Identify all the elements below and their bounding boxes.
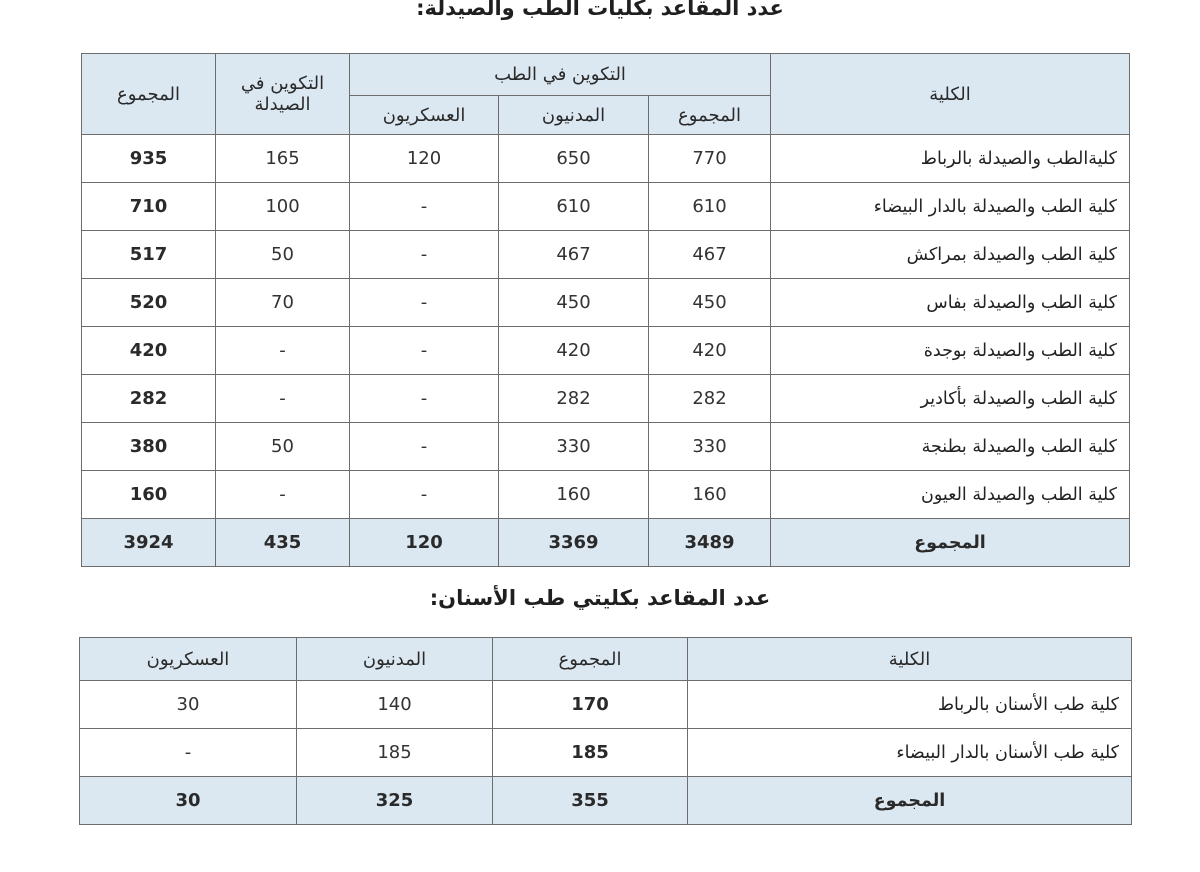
header-faculty: الكلية (688, 638, 1132, 681)
cell-pharmacy: 435 (216, 519, 350, 567)
header-civilians: المدنيون (499, 96, 649, 135)
cell-faculty: كلية الطب والصيدلة بأكادير (771, 375, 1130, 423)
cell-med-total: 420 (649, 327, 771, 375)
cell-med-total: 450 (649, 279, 771, 327)
table-row (82, 279, 1130, 327)
cell-military: 120 (350, 135, 499, 183)
dentistry-table-title: عدد المقاعد بكليتي طب الأسنان: (429, 586, 771, 610)
cell-military: - (350, 327, 499, 375)
cell-civilians: 140 (297, 681, 493, 729)
cell-total: 185 (493, 729, 688, 777)
header-faculty: الكلية (771, 54, 1130, 135)
table-row (82, 375, 1130, 423)
cell-pharmacy: 50 (216, 231, 350, 279)
table-row (80, 681, 1132, 729)
cell-civilians: 650 (499, 135, 649, 183)
cell-faculty: كلية الطب والصيدلة بطنجة (771, 423, 1130, 471)
cell-med-total: 610 (649, 183, 771, 231)
cell-med-total: 282 (649, 375, 771, 423)
cell-civilians: 185 (297, 729, 493, 777)
dentistry-seats-table (79, 637, 1132, 825)
cell-pharmacy: 50 (216, 423, 350, 471)
cell-total: 420 (82, 327, 216, 375)
cell-military: - (350, 423, 499, 471)
cell-military: - (350, 375, 499, 423)
cell-total: 160 (82, 471, 216, 519)
cell-med-total: 770 (649, 135, 771, 183)
cell-military: - (80, 729, 297, 777)
header-medicine-training: التكوين في الطب (350, 54, 771, 96)
table-row (82, 135, 1130, 183)
cell-civilians: 467 (499, 231, 649, 279)
cell-military: 30 (80, 777, 297, 825)
cell-civilians: 610 (499, 183, 649, 231)
header-medicine-total: المجموع (649, 96, 771, 135)
table-row (82, 231, 1130, 279)
cell-total: 170 (493, 681, 688, 729)
table-row (82, 471, 1130, 519)
cell-military: - (350, 183, 499, 231)
header-military: العسكريون (80, 638, 297, 681)
cell-faculty: كلية طب الأسنان بالرباط (688, 681, 1132, 729)
header-civilians: المدنيون (297, 638, 493, 681)
cell-civilians: 160 (499, 471, 649, 519)
cell-civilians: 420 (499, 327, 649, 375)
cell-military: 120 (350, 519, 499, 567)
cell-total: 355 (493, 777, 688, 825)
cell-total: 3924 (82, 519, 216, 567)
cell-faculty: كلية الطب والصيدلة بفاس (771, 279, 1130, 327)
cell-med-total: 330 (649, 423, 771, 471)
cell-faculty: كلية الطب والصيدلة بوجدة (771, 327, 1130, 375)
sum-row (82, 519, 1130, 567)
cell-total: 710 (82, 183, 216, 231)
dentistry-table-body (80, 681, 1132, 825)
cell-civilians: 330 (499, 423, 649, 471)
table-row (82, 423, 1130, 471)
cell-pharmacy: 100 (216, 183, 350, 231)
cell-total: 935 (82, 135, 216, 183)
header-pharmacy-training: التكوين في الصيدلة (216, 54, 350, 135)
cell-faculty: كليةالطب والصيدلة بالرباط (771, 135, 1130, 183)
cell-faculty: كلية طب الأسنان بالدار البيضاء (688, 729, 1132, 777)
cell-pharmacy: 165 (216, 135, 350, 183)
cell-faculty: المجموع (688, 777, 1132, 825)
medicine-table-body (82, 135, 1130, 567)
cell-med-total: 467 (649, 231, 771, 279)
table-row (80, 729, 1132, 777)
cell-pharmacy: - (216, 327, 350, 375)
sum-row (80, 777, 1132, 825)
cell-pharmacy: - (216, 375, 350, 423)
cell-pharmacy: - (216, 471, 350, 519)
cell-faculty: كلية الطب والصيدلة بمراكش (771, 231, 1130, 279)
table-row (82, 327, 1130, 375)
cell-civilians: 325 (297, 777, 493, 825)
header-total: المجموع (82, 54, 216, 135)
cell-med-total: 3489 (649, 519, 771, 567)
cell-med-total: 160 (649, 471, 771, 519)
cell-total: 520 (82, 279, 216, 327)
cell-military: - (350, 279, 499, 327)
cell-faculty: كلية الطب والصيدلة بالدار البيضاء (771, 183, 1130, 231)
cell-total: 380 (82, 423, 216, 471)
table-row (82, 183, 1130, 231)
cell-military: 30 (80, 681, 297, 729)
cell-civilians: 3369 (499, 519, 649, 567)
medicine-table-title: عدد المقاعد بكليات الطب والصيدلة: (416, 0, 784, 20)
cell-civilians: 450 (499, 279, 649, 327)
medicine-pharmacy-seats-table (81, 53, 1130, 567)
cell-faculty: كلية الطب والصيدلة العيون (771, 471, 1130, 519)
header-military: العسكريون (350, 96, 499, 135)
cell-faculty: المجموع (771, 519, 1130, 567)
header-total: المجموع (493, 638, 688, 681)
cell-military: - (350, 231, 499, 279)
cell-total: 282 (82, 375, 216, 423)
cell-pharmacy: 70 (216, 279, 350, 327)
cell-civilians: 282 (499, 375, 649, 423)
cell-military: - (350, 471, 499, 519)
cell-total: 517 (82, 231, 216, 279)
